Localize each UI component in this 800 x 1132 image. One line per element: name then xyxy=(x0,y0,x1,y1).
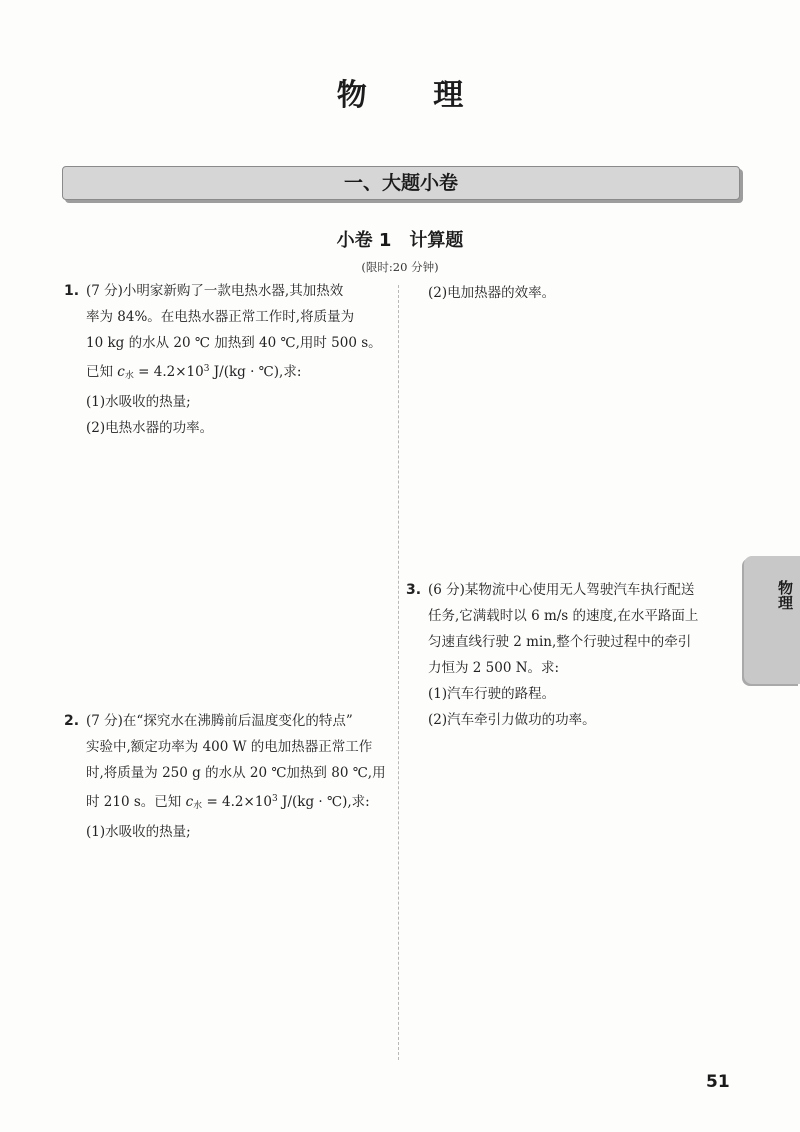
question-3-line xyxy=(406,577,698,603)
page-number: 51 xyxy=(706,1072,730,1092)
question-3-text: (6 分)某物流中心使用无人驾驶汽车执行配送 xyxy=(428,582,695,598)
question-1-line xyxy=(64,278,382,304)
section-banner xyxy=(62,166,740,200)
question-1-line: 率为 84%。在电热水器正常工作时,将质量为 xyxy=(86,309,355,325)
question-1-text: (7 分)小明家新购了一款电热水器,其加热效 xyxy=(86,283,344,299)
question-1-part-1: (1)水吸收的热量; xyxy=(86,394,191,410)
question-1-line: 10 kg 的水从 20 ℃ 加热到 40 ℃,用时 500 s。 xyxy=(86,335,382,351)
question-1-given: 已知 $c_水 = 4.2\times 10^3$ J/(kg · ℃),求: xyxy=(86,364,302,381)
subject-side-tab-label: 物理 xyxy=(776,580,794,610)
question-2-line: 时,将质量为 250 g 的水从 20 ℃加热到 80 ℃,用 xyxy=(86,765,386,781)
question-3-line: 任务,它满载时以 6 m/s 的速度,在水平路面上 xyxy=(428,608,699,624)
question-2-number: 2. xyxy=(64,713,80,729)
question-2-line xyxy=(64,708,386,734)
question-2-text: (7 分)在“探究水在沸腾前后温度变化的特点” xyxy=(86,713,353,729)
question-3 xyxy=(406,577,699,733)
question-1-part-2: (2)电热水器的功率。 xyxy=(86,420,214,436)
set-title-number: 小卷 1 xyxy=(336,230,392,251)
question-3-line: 力恒为 2 500 N。求: xyxy=(428,660,560,676)
set-title xyxy=(0,226,800,252)
question-3-number: 3. xyxy=(406,582,422,598)
page-title: 物 理 xyxy=(336,78,492,113)
question-3-part-1: (1)汽车行驶的路程。 xyxy=(428,686,556,702)
question-2-part-2: (2)电加热器的效率。 xyxy=(428,285,556,301)
question-1 xyxy=(64,278,382,441)
subject-side-tab xyxy=(744,556,800,684)
section-banner-label: 一、大题小卷 xyxy=(343,172,458,194)
question-2-part-1: (1)水吸收的热量; xyxy=(86,824,191,840)
column-divider xyxy=(398,285,399,1060)
question-1-number: 1. xyxy=(64,283,80,299)
set-title-topic: 计算题 xyxy=(409,230,464,251)
question-3-part-2: (2)汽车牵引力做功的功率。 xyxy=(428,712,596,728)
question-2 xyxy=(64,708,386,845)
time-limit: (限时:20 分钟) xyxy=(361,260,439,274)
question-2-given: 时 210 s。已知 $c_水 = 4.2\times 10^3$ J/(kg · ℃),求: xyxy=(86,794,370,811)
question-3-line: 匀速直线行驶 2 min,整个行驶过程中的牵引 xyxy=(428,634,692,650)
question-2-line: 实验中,额定功率为 400 W 的电加热器正常工作 xyxy=(86,739,373,755)
